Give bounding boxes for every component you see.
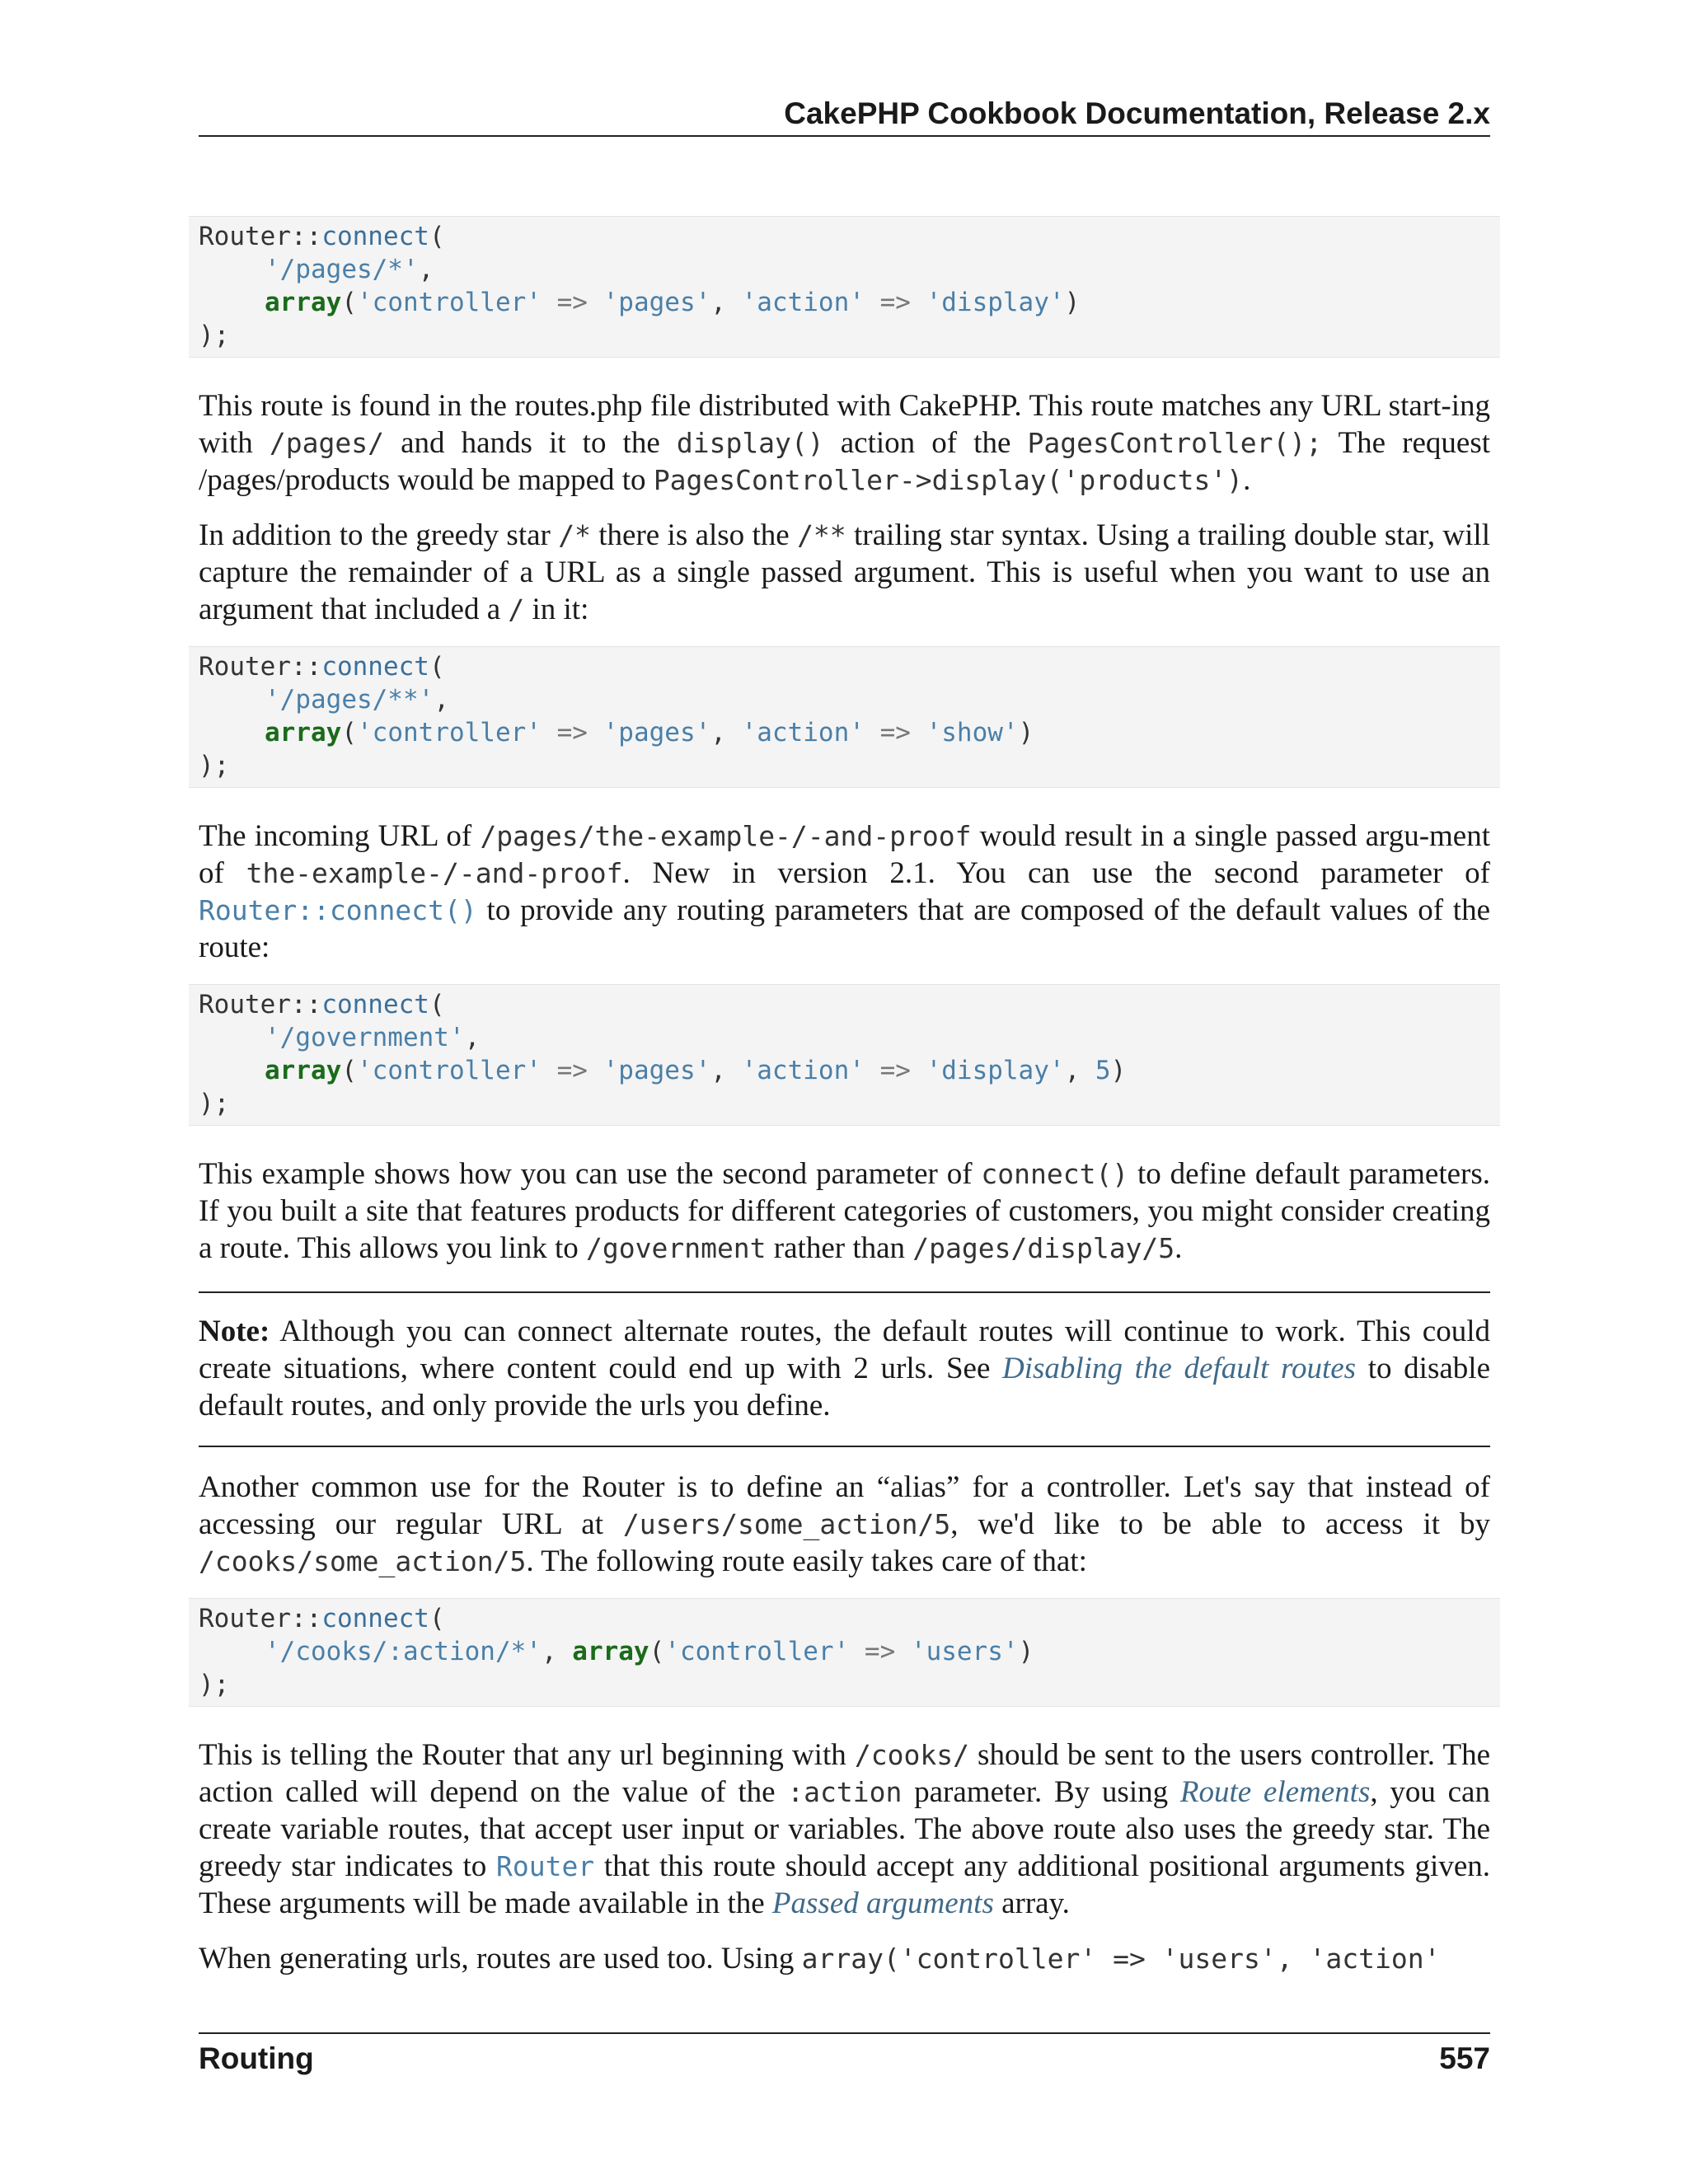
paragraph-generating-urls: When generating urls, routes are used too. Using array('controller' => 'users', 'action' xyxy=(199,1942,1441,1975)
paragraph-greedy-star: In addition to the greedy star /* there is also the /** trailing star syntax. Using a trailing double star, will capture the remainder of a URL as a single passed argument. This is useful when you want to use an argument that included a / in it: xyxy=(199,518,1490,626)
paragraph-incoming-url: The incoming URL of /pages/the-example-/-and-proof would result in a single passed argu-ment of the-example-/-and-proof. New in version 2.1. You can use the second parameter of Router::connect() to provide any routing parameters that are composed of the default values of the route: xyxy=(199,819,1490,964)
code-block-pages-star: Router::connect( '/pages/*', array('controller' => 'pages', 'action' => 'display') ); xyxy=(189,216,1500,358)
footer-page-number: 557 xyxy=(1439,2041,1490,2075)
content-body xyxy=(199,216,1490,1977)
running-header xyxy=(199,92,1490,137)
header-title: CakePHP Cookbook Documentation, Release 2.x xyxy=(784,96,1490,130)
note-admonition: Note: Although you can connect alternate routes, the default routes will continue to work. This could create situations, where content could end up with 2 urls. See Disabling the default routes to disable default routes, and only provide the urls you define. xyxy=(199,1291,1490,1447)
code-block-government: Router::connect( '/government', array('controller' => 'pages', 'action' => 'display', 5) ); xyxy=(189,984,1500,1126)
code-block-pages-double-star: Router::connect( '/pages/**', array('controller' => 'pages', 'action' => 'show') ); xyxy=(189,646,1500,788)
paragraph-second-parameter: This example shows how you can use the second parameter of connect() to define default parameters. If you built a site that features products for different categories of customers, you might consider creating a route. This allows you link to /government rather than /pages/display/5. xyxy=(199,1157,1491,1265)
router-connect-reference[interactable]: Router::connect() xyxy=(199,894,477,926)
paragraph-alias: Another common use for the Router is to define an “alias” for a controller. Let's say that instead of accessing our regular URL at /users/some_action/5, we'd like to be able to access it by /cooks/some_action/5. The following route easily takes care of that: xyxy=(199,1470,1490,1578)
footer-section: Routing xyxy=(199,2041,314,2075)
code-block-cooks: Router::connect( '/cooks/:action/*', array('controller' => 'users') ); xyxy=(189,1598,1500,1707)
paragraph-routes-php: This route is found in the routes.php file distributed with CakePHP. This route matches any URL start-ing with /pages/ and hands it to the display() action of the PagesController(); The request /pages/products would be mapped to PagesController->display('products'). xyxy=(199,389,1491,497)
link-route-elements[interactable]: Route elements xyxy=(1179,1775,1371,1809)
link-passed-arguments[interactable]: Passed arguments xyxy=(771,1886,994,1920)
paragraph-cooks-explanation: This is telling the Router that any url beginning with /cooks/ should be sent to the users controller. The action called will depend on the value of the :action parameter. By using Route elements, you can create variable routes, that accept user input or variables. The above route also uses the greedy star. The greedy star indicates to Router that this route should accept any additional positional arguments given. These arguments will be made available in the Passed arguments array. xyxy=(199,1738,1490,1920)
running-footer xyxy=(199,2032,1490,2083)
link-disabling-default-routes[interactable]: Disabling the default routes xyxy=(1002,1352,1357,1385)
router-class-reference[interactable]: Router xyxy=(495,1850,595,1882)
note-label: Note: xyxy=(199,1315,270,1348)
